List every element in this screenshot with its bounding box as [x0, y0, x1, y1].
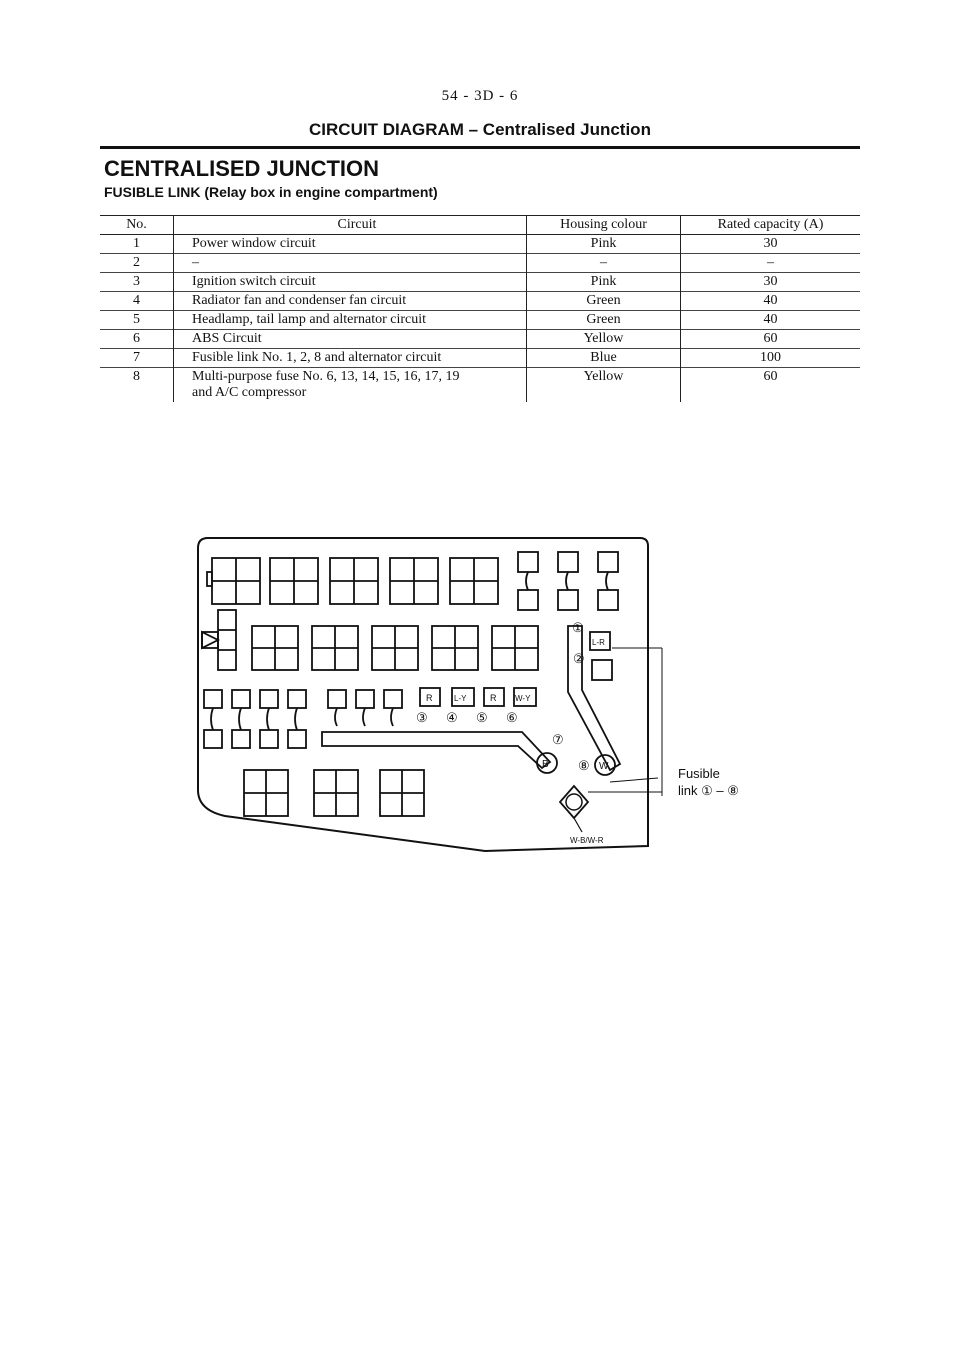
link-label-8: ⑧ [578, 758, 590, 773]
link-label-5: ⑤ [476, 710, 488, 725]
fuse-pairs-lower-left [204, 690, 402, 748]
cell-no: 5 [133, 312, 140, 327]
housing-code-8: W [599, 761, 609, 772]
page-number: 54 - 3D - 6 [441, 88, 519, 104]
fuse-slot [204, 730, 222, 748]
cell-housing-colour: Green [527, 311, 681, 330]
link-label-2: ② [573, 651, 585, 666]
cell-circuit: Radiator fan and condenser fan circuit [174, 292, 527, 311]
cell-circuit: Power window circuit [174, 235, 527, 254]
table-row [100, 311, 860, 330]
fuse-slot [518, 552, 538, 572]
cell-rated-capacity: 100 [681, 349, 861, 368]
cell-circuit: Fusible link No. 1, 2, 8 and alternator circuit [174, 349, 527, 368]
fuse-slot [384, 690, 402, 708]
fuse-pairs-top-right [518, 552, 618, 610]
cell-no: 7 [133, 350, 140, 365]
housing-code-6: W-Y [515, 694, 531, 703]
link-label-4: ④ [446, 710, 458, 725]
relay-row-middle [202, 610, 538, 670]
bottom-link-diamond [560, 786, 588, 818]
cell-circuit-line-1: Multi-purpose fuse No. 6, 13, 14, 15, 16, 17, 19 [192, 369, 460, 384]
table-row [100, 273, 860, 292]
header-rule [100, 146, 860, 149]
column-header-housing-colour: Housing colour [527, 216, 681, 235]
fuse-slot [232, 730, 250, 748]
table-row [100, 254, 860, 273]
page-header-title: CIRCUIT DIAGRAM – Centralised Junction [309, 120, 651, 139]
cell-no: 8 [133, 369, 140, 384]
housing-code-4: L-Y [454, 694, 467, 703]
cell-housing-colour: Blue [527, 349, 681, 368]
column-header-rated-capacity: Rated capacity (A) [681, 216, 861, 235]
fuse-slot [204, 690, 222, 708]
fuse-slot [260, 730, 278, 748]
cell-circuit: ABS Circuit [174, 330, 527, 349]
table-row [100, 368, 860, 403]
cell-circuit: Ignition switch circuit [174, 273, 527, 292]
housing-code-7: B [542, 759, 549, 770]
callout-label-line-1: Fusible [678, 766, 720, 781]
cell-rated-capacity: – [681, 254, 861, 273]
fuse-slot [598, 552, 618, 572]
link-label-1: ① [572, 620, 584, 635]
bus-bar-channel [322, 732, 550, 768]
fuse-slot [260, 690, 278, 708]
fuse-slot [558, 552, 578, 572]
housing-code-5: R [490, 693, 497, 703]
fuse-slot [518, 590, 538, 610]
fuse-slot [356, 690, 374, 708]
link-label-3: ③ [416, 710, 428, 725]
cell-housing-colour: Pink [527, 273, 681, 292]
section-title: CENTRALISED JUNCTION [104, 156, 380, 181]
relay-row-bottom [244, 770, 424, 816]
cell-rated-capacity: 30 [681, 273, 861, 292]
cell-circuit [174, 368, 527, 403]
link-label-7: ⑦ [552, 732, 564, 747]
housing-code-1: L-R [592, 638, 605, 647]
table-row [100, 330, 860, 349]
cell-no: 3 [133, 274, 140, 289]
column-header-no: No. [126, 217, 147, 232]
cell-circuit-line-2: and A/C compressor [192, 385, 307, 400]
fuse-slot [558, 590, 578, 610]
cell-rated-capacity: 40 [681, 292, 861, 311]
cell-housing-colour: – [527, 254, 681, 273]
fusible-link-housing-2 [592, 660, 612, 680]
cell-no: 4 [133, 293, 140, 308]
bottom-wire-code: W-B/W-R [570, 836, 604, 845]
fuse-slot [288, 690, 306, 708]
housing-code-3: R [426, 693, 433, 703]
table-header-row [100, 216, 860, 235]
callout-label-line-2: link ① – ⑧ [678, 783, 739, 798]
fuse-slot [232, 690, 250, 708]
fuse-slot [598, 590, 618, 610]
table-row [100, 235, 860, 254]
cell-circuit: – [174, 254, 527, 273]
cell-housing-colour: Pink [527, 235, 681, 254]
cell-no: 2 [133, 255, 140, 270]
subsection-title: FUSIBLE LINK (Relay box in engine compartment) [104, 184, 438, 200]
connector-wedge [202, 632, 218, 648]
fuse-slot [328, 690, 346, 708]
table-row [100, 292, 860, 311]
table-row [100, 349, 860, 368]
cell-circuit: Headlamp, tail lamp and alternator circuit [174, 311, 527, 330]
connector-block [218, 610, 236, 670]
fusible-link-table [100, 215, 860, 402]
cell-housing-colour: Yellow [527, 368, 681, 403]
link-label-6: ⑥ [506, 710, 518, 725]
cell-rated-capacity: 60 [681, 330, 861, 349]
cell-rated-capacity: 60 [681, 368, 861, 403]
cell-housing-colour: Yellow [527, 330, 681, 349]
cell-no: 6 [133, 331, 140, 346]
relay-box-diagram [180, 520, 820, 860]
cell-rated-capacity: 30 [681, 235, 861, 254]
relay-row-top [207, 558, 498, 604]
cell-housing-colour: Green [527, 292, 681, 311]
column-header-circuit: Circuit [174, 216, 527, 235]
cell-no: 1 [133, 236, 140, 251]
fuse-slot [288, 730, 306, 748]
cell-rated-capacity: 40 [681, 311, 861, 330]
